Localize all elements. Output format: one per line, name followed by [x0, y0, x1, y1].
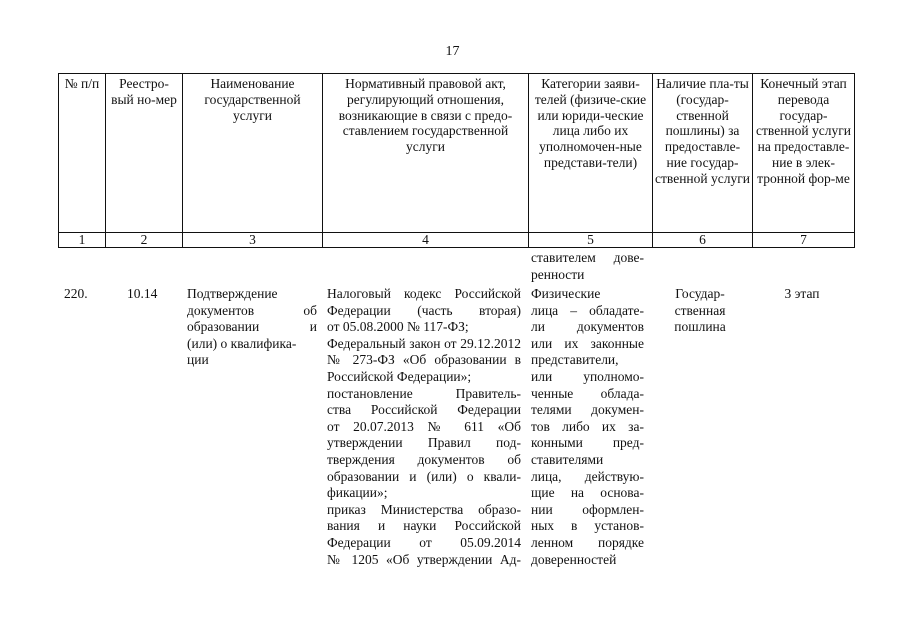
page-number: 17	[445, 44, 460, 59]
legal-act-line: ства Российской Федерации	[327, 402, 521, 418]
legal-act-line: Федеральный закон от 29.12.2012	[327, 335, 521, 351]
legal-act-line: от 20.07.2013 № 611 «Об	[327, 418, 521, 434]
applicants-line: представители,	[531, 352, 619, 368]
legal-act-line: утверждении Правил под-	[327, 435, 521, 451]
column-number: 1	[59, 233, 106, 248]
service-name	[187, 286, 317, 369]
service-name-line: образовании и	[187, 319, 317, 335]
applicants-continuation	[531, 250, 644, 283]
applicants-line: или уполномо-	[531, 368, 644, 384]
legal-act-line: приказ Министерства образо-	[327, 501, 521, 517]
applicants-line: лица – обладате-	[531, 302, 644, 318]
header-number: № п/п	[59, 74, 106, 233]
service-name-line: (или) о квалифика-	[187, 335, 297, 351]
row-number: 220.	[64, 286, 88, 301]
applicants-line: Физические	[531, 286, 601, 301]
column-numbers-row	[59, 233, 855, 248]
column-number: 7	[753, 233, 855, 248]
legal-act-line: вания и науки Российской	[327, 518, 521, 534]
header-applicant-categories: Категории заяви-телей (физиче-ские или юриди-ческие лица либо их уполномочен-ные представи-тели)	[529, 74, 653, 233]
legal-act-line: постановление Правитель-	[327, 385, 521, 401]
legal-act-line: № 1205 «Об утверждении Ад-	[327, 551, 521, 567]
legal-act-line: от 05.08.2000 № 117-ФЗ;	[327, 319, 469, 335]
service-name-line: ции	[187, 352, 209, 368]
services-table-header	[58, 73, 855, 248]
continuation-line: ренности	[531, 266, 585, 282]
applicants-line: тов либо их за-	[531, 418, 644, 434]
fee: Государ-ственная пошлина	[674, 286, 726, 335]
applicants-line: лица, действую-	[531, 468, 644, 484]
applicants-line: ных в установ-	[531, 518, 644, 534]
registry-number: 10.14	[127, 286, 158, 301]
applicant-categories	[531, 286, 644, 568]
applicants-line: нии оформлен-	[531, 501, 644, 517]
legal-act-line: образовании и (или) о квали-	[327, 468, 521, 484]
legal-act	[327, 286, 521, 568]
header-registry-number: Реестро-вый но-мер	[106, 74, 183, 233]
applicants-line: ленном порядке	[531, 534, 644, 550]
column-number: 3	[183, 233, 323, 248]
header-legal-act: Нормативный правовой акт, регулирующий отношения, возникающие в связи с предо-ставлением государственной услуги	[323, 74, 529, 233]
service-name-line: документов об	[187, 302, 317, 318]
applicants-line: конными пред-	[531, 435, 644, 451]
service-name-line: Подтверждение	[187, 286, 278, 301]
applicants-line: ли документов	[531, 319, 644, 335]
column-number: 6	[653, 233, 753, 248]
legal-act-line: № 273-ФЗ «Об образовании в	[327, 352, 521, 368]
column-number: 5	[529, 233, 653, 248]
header-service-name: Наименование государственной услуги	[183, 74, 323, 233]
applicants-line: ставителями	[531, 451, 604, 467]
header-row	[59, 74, 855, 233]
legal-act-line: Налоговый кодекс Российской	[327, 286, 521, 301]
applicants-line: доверенностей	[531, 551, 617, 567]
final-stage: 3 этап	[784, 286, 820, 301]
legal-act-line: Федерации от 05.09.2014	[327, 534, 521, 550]
legal-act-line: Федерации (часть вторая)	[327, 302, 521, 318]
header-final-stage: Конечный этап перевода государ-ственной услуги на предоставле-ние в элек-тронной фор-ме	[753, 74, 855, 233]
applicants-line: щие на основа-	[531, 485, 644, 501]
legal-act-line: Российской Федерации»;	[327, 368, 472, 384]
column-number: 4	[323, 233, 529, 248]
applicants-line: телями докумен-	[531, 402, 644, 418]
legal-act-line: фикации»;	[327, 485, 388, 501]
header-fee: Наличие пла-ты (государ-ственной пошлины) за предоставле-ние государ-ственной услуги	[653, 74, 753, 233]
column-number: 2	[106, 233, 183, 248]
applicants-line: или их законные	[531, 335, 644, 351]
continuation-line: ставителем дове-	[531, 250, 644, 265]
legal-act-line: тверждения документов об	[327, 451, 521, 467]
applicants-line: ченные облада-	[531, 385, 644, 401]
